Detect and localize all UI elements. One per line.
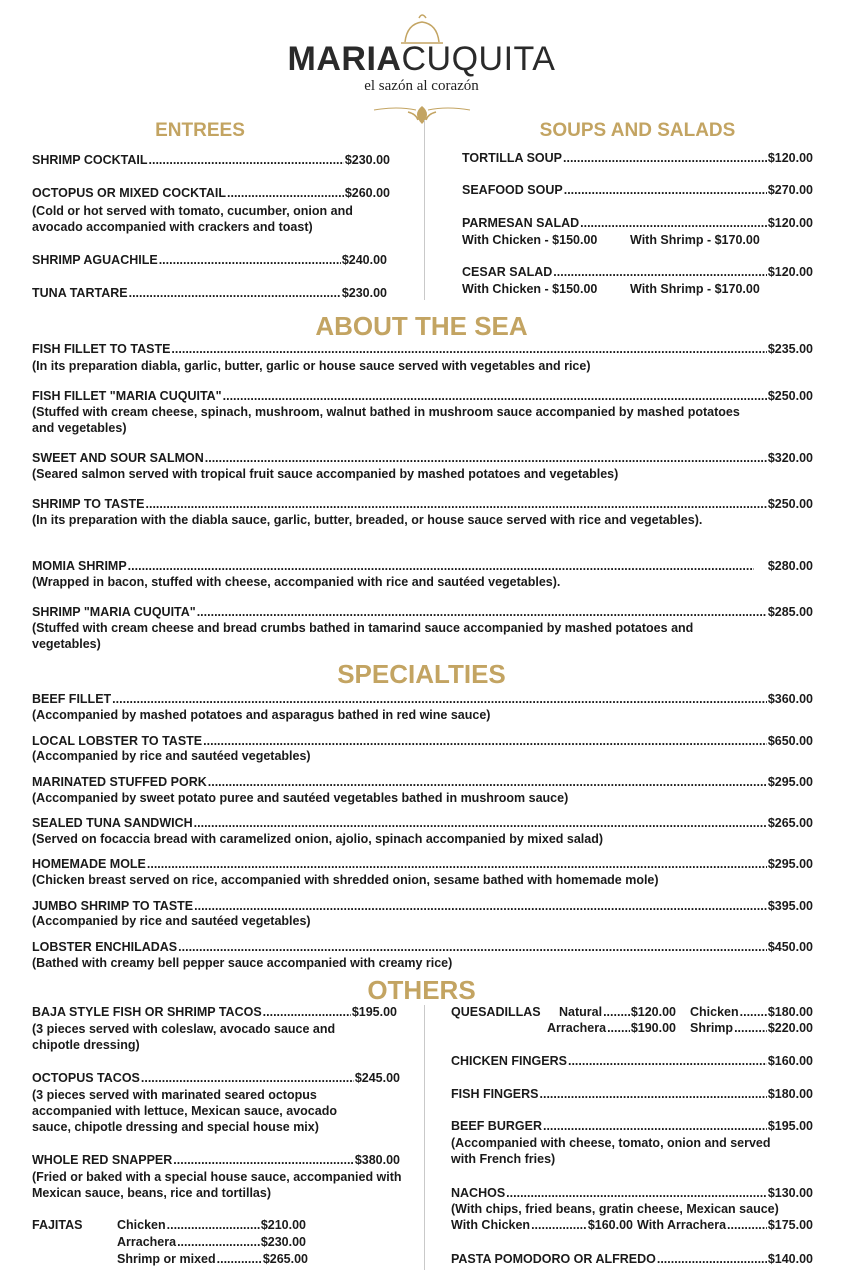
menu-item (462, 183, 813, 198)
item-price: $360.00 (767, 692, 813, 706)
fajitas-option (117, 1218, 306, 1233)
leader-dots (171, 342, 766, 357)
item-price: $380.00 (354, 1153, 400, 1167)
menu-item (32, 899, 813, 914)
menu-item (32, 734, 813, 749)
quesadillas-option (690, 1005, 813, 1020)
item-price: $230.00 (344, 153, 390, 167)
leader-dots (159, 253, 341, 268)
option-name: With Chicken (451, 1218, 531, 1232)
item-description: (3 pieces served with coleslaw, avocado sauce and chipotle dressing) (32, 1022, 336, 1052)
menu-item (32, 940, 813, 955)
menu-item (462, 216, 813, 231)
item-description: (Accompanied with cheese, tomato, onion and served with French fries) (451, 1136, 771, 1166)
leader-dots (197, 605, 767, 620)
item-name: BAJA STYLE FISH OR SHRIMP TACOS (32, 1005, 262, 1019)
item-name: BEEF BURGER (451, 1119, 542, 1133)
leader-dots (205, 451, 767, 466)
item-price: $285.00 (767, 605, 813, 619)
item-option: With Chicken - $150.00 (462, 282, 598, 296)
menu-item (32, 857, 813, 872)
leader-dots (146, 497, 767, 512)
item-description: (In its preparation with the diabla sauce, garlic, butter, breaded, or house sauce served with rice and vegetables). (32, 513, 703, 527)
item-price: $295.00 (767, 857, 813, 871)
leader-dots (568, 1054, 767, 1069)
column-divider-bottom (424, 1005, 425, 1270)
leader-dots (607, 1021, 630, 1036)
leader-dots (603, 1005, 630, 1020)
item-price: $265.00 (767, 816, 813, 830)
section-soups: SOUPS AND SALADS (539, 120, 736, 141)
option-name: Chicken (690, 1005, 739, 1019)
item-name: OCTOPUS TACOS (32, 1071, 140, 1085)
option-name: Arrachera (547, 1021, 607, 1035)
leader-dots (740, 1005, 767, 1020)
item-name: SHRIMP COCKTAIL (32, 153, 148, 167)
item-price: $270.00 (767, 183, 813, 197)
leader-dots (208, 775, 767, 790)
item-name: BEEF FILLET (32, 692, 112, 706)
item-description: (Stuffed with cream cheese, spinach, mushroom, walnut bathed in mushroom sauce accompanied by mashed potatoes and vegetables) (32, 405, 740, 435)
item-price: $320.00 (767, 451, 813, 465)
item-description: (Stuffed with cream cheese and bread crumbs bathed in tamarind sauce accompanied by mashed potatoes and vegetables) (32, 621, 694, 651)
item-price: $250.00 (767, 389, 813, 403)
menu-item (32, 559, 813, 574)
item-price: $120.00 (767, 216, 813, 230)
option-price: $265.00 (262, 1252, 308, 1266)
item-description: (Accompanied by rice and sautéed vegetables) (32, 914, 311, 928)
menu-item (32, 816, 813, 831)
menu-item (32, 775, 813, 790)
menu-item (32, 1071, 400, 1086)
option-price: $120.00 (630, 1005, 676, 1019)
item-option: With Chicken - $150.00 (462, 233, 598, 247)
brand-name (0, 42, 843, 76)
item-name: FISH FILLET "MARIA CUQUITA" (32, 389, 222, 403)
item-description: (Seared salmon served with tropical fruit sauce accompanied by mashed potatoes and vegetables) (32, 467, 619, 481)
quesadillas-option (547, 1021, 676, 1036)
brand-bold: MARIA (287, 40, 402, 78)
item-description: (In its preparation diabla, garlic, butter, garlic or house sauce served with vegetables and rice) (32, 359, 591, 373)
item-price: $295.00 (767, 775, 813, 789)
menu-item (32, 1005, 397, 1020)
item-price: $195.00 (767, 1119, 813, 1133)
item-price: $245.00 (354, 1071, 400, 1085)
item-description: (With chips, fried beans, gratin cheese, Mexican sauce) (451, 1202, 779, 1216)
menu-item (32, 497, 813, 512)
leader-dots (580, 216, 767, 231)
brand-light: CUQUITA (401, 40, 556, 78)
leader-dots (223, 389, 767, 404)
menu-item (32, 186, 390, 201)
item-description: (Fried or baked with a special house sauce, accompanied with Mexican sauce, beans, rice and tortillas) (32, 1170, 402, 1200)
option-name: Shrimp (690, 1021, 734, 1035)
leader-dots (173, 1153, 354, 1168)
leader-dots (540, 1087, 767, 1102)
item-price: $160.00 (767, 1054, 813, 1068)
item-name: JUMBO SHRIMP TO TASTE (32, 899, 194, 913)
leader-dots (543, 1119, 767, 1134)
item-name: OCTOPUS OR MIXED COCKTAIL (32, 186, 226, 200)
item-price: $130.00 (767, 1186, 813, 1200)
leader-dots (227, 186, 344, 201)
item-name: SHRIMP TO TASTE (32, 497, 145, 511)
item-name: LOCAL LOBSTER TO TASTE (32, 734, 203, 748)
leader-dots (149, 153, 344, 168)
leader-dots (129, 286, 341, 301)
menu-item (32, 1153, 400, 1168)
item-price: $650.00 (767, 734, 813, 748)
leader-dots (506, 1186, 767, 1201)
quesadillas-option (690, 1021, 813, 1036)
item-price: $195.00 (351, 1005, 397, 1019)
leader-dots (147, 857, 767, 872)
item-description: (Accompanied by sweet potato puree and sautéed vegetables bathed in mushroom sauce) (32, 791, 569, 805)
item-description: (Accompanied by mashed potatoes and asparagus bathed in red wine sauce) (32, 708, 491, 722)
menu-item (32, 692, 813, 707)
fajitas-option (117, 1252, 308, 1267)
leader-dots (564, 183, 767, 198)
option-name: Shrimp or mixed (117, 1252, 216, 1266)
menu-item (451, 1186, 813, 1201)
option-price: $160.00 (587, 1218, 633, 1232)
item-name: PASTA POMODORO OR ALFREDO (451, 1252, 656, 1266)
quesadillas-label: QUESADILLAS (451, 1005, 541, 1019)
leader-dots (263, 1005, 351, 1020)
item-price: $120.00 (767, 265, 813, 279)
item-name: TORTILLA SOUP (462, 151, 562, 165)
leader-dots (727, 1218, 767, 1233)
leader-dots (128, 559, 754, 574)
menu-item (462, 151, 813, 166)
quesadillas-option (559, 1005, 676, 1020)
option-price: $180.00 (767, 1005, 813, 1019)
item-name: MARINATED STUFFED PORK (32, 775, 207, 789)
leader-dots (531, 1218, 587, 1233)
leader-dots (177, 1235, 260, 1250)
menu-item (32, 286, 387, 301)
menu-item (451, 1252, 813, 1267)
fajitas-option (117, 1235, 306, 1250)
menu-item (32, 605, 813, 620)
item-price: $260.00 (344, 186, 390, 200)
item-name: FISH FINGERS (451, 1087, 539, 1101)
item-name: CHICKEN FINGERS (451, 1054, 567, 1068)
option-price: $220.00 (767, 1021, 813, 1035)
item-name: CESAR SALAD (462, 265, 553, 279)
item-name: SHRIMP AGUACHILE (32, 253, 158, 267)
option-price: $210.00 (260, 1218, 306, 1232)
item-option: With Shrimp - $170.00 (630, 282, 760, 296)
ornament-icon (372, 104, 472, 126)
option-name: Arrachera (117, 1235, 177, 1249)
item-name: MOMIA SHRIMP (32, 559, 127, 573)
item-name: SHRIMP "MARIA CUQUITA" (32, 605, 196, 619)
item-name: PARMESAN SALAD (462, 216, 580, 230)
option-name: Chicken (117, 1218, 166, 1232)
item-price: $250.00 (767, 497, 813, 511)
leader-dots (178, 940, 767, 955)
menu-item (451, 1054, 813, 1069)
option-name: With Arrachera (637, 1218, 727, 1232)
item-price: $450.00 (767, 940, 813, 954)
item-price: $120.00 (767, 151, 813, 165)
tagline: el sazón al corazón (364, 78, 479, 94)
item-option (637, 1218, 813, 1233)
item-description: (Bathed with creamy bell pepper sauce accompanied with creamy rice) (32, 956, 453, 970)
item-option (451, 1218, 633, 1233)
item-name: SEAFOOD SOUP (462, 183, 563, 197)
item-name: NACHOS (451, 1186, 506, 1200)
item-description: (Cold or hot served with tomato, cucumber, onion and avocado accompanied with crackers and toast) (32, 204, 353, 234)
leader-dots (194, 899, 767, 914)
menu-item (462, 265, 813, 280)
leader-dots (657, 1252, 767, 1267)
item-price: $235.00 (767, 342, 813, 356)
item-option: With Shrimp - $170.00 (630, 233, 760, 247)
menu-item (32, 451, 813, 466)
item-price: $230.00 (341, 286, 387, 300)
item-name: LOBSTER ENCHILADAS (32, 940, 178, 954)
menu-item (32, 153, 390, 168)
item-description: (3 pieces served with marinated seared octopus accompanied with lettuce, Mexican sauce, avocado sauce, chipotle dressing and special house mix) (32, 1088, 337, 1134)
logo (0, 12, 843, 95)
item-price: $395.00 (767, 899, 813, 913)
item-description: (Accompanied by rice and sautéed vegetables) (32, 749, 311, 763)
leader-dots (563, 151, 767, 166)
option-name: Natural (559, 1005, 603, 1019)
menu-item (451, 1119, 813, 1134)
leader-dots (553, 265, 767, 280)
option-price: $230.00 (260, 1235, 306, 1249)
item-name: HOMEMADE MOLE (32, 857, 146, 871)
menu-item (451, 1087, 813, 1102)
item-description: (Wrapped in bacon, stuffed with cheese, accompanied with rice and sautéed vegetables). (32, 575, 561, 589)
item-price: $240.00 (341, 253, 387, 267)
item-description: (Chicken breast served on rice, accompanied with shredded onion, sesame bathed with homemade mole) (32, 873, 659, 887)
section-others: OTHERS (367, 975, 476, 1005)
column-divider-top (424, 120, 425, 300)
leader-dots (141, 1071, 354, 1086)
leader-dots (734, 1021, 767, 1036)
option-price: $190.00 (630, 1021, 676, 1035)
leader-dots (112, 692, 767, 707)
section-specialties: SPECIALTIES (337, 659, 506, 689)
section-entrees: ENTREES (155, 120, 245, 141)
item-name: SWEET AND SOUR SALMON (32, 451, 204, 465)
item-name: TUNA TARTARE (32, 286, 128, 300)
menu-item (32, 389, 813, 404)
section-sea: ABOUT THE SEA (315, 311, 528, 341)
item-price: $280.00 (767, 559, 813, 573)
leader-dots (167, 1218, 260, 1233)
fajitas-label: FAJITAS (32, 1218, 83, 1232)
item-price: $140.00 (767, 1252, 813, 1266)
leader-dots (217, 1252, 262, 1267)
item-name: WHOLE RED SNAPPER (32, 1153, 173, 1167)
leader-dots (203, 734, 767, 749)
leader-dots (194, 816, 767, 831)
item-name: FISH FILLET TO TASTE (32, 342, 171, 356)
item-name: SEALED TUNA SANDWICH (32, 816, 193, 830)
item-price: $180.00 (767, 1087, 813, 1101)
option-price: $175.00 (767, 1218, 813, 1232)
item-description: (Served on focaccia bread with caramelized onion, ajolio, spinach accompanied by mixed salad) (32, 832, 604, 846)
menu-item (32, 342, 813, 357)
menu-item (32, 253, 387, 268)
